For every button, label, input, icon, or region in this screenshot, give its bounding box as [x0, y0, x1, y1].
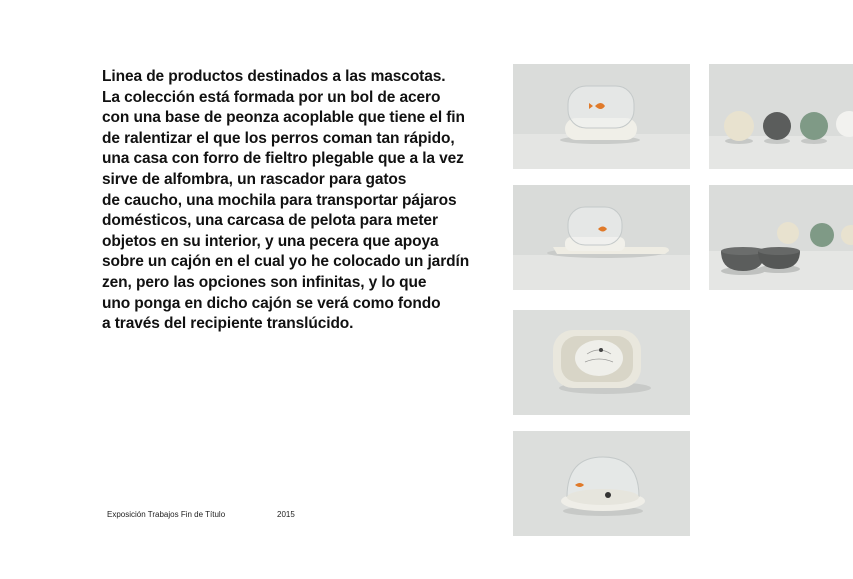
- project-description: [102, 67, 482, 335]
- description-line: zen, pero las opciones son infinitas, y lo que: [102, 273, 427, 291]
- description-line: a través del recipiente translúcido.: [102, 315, 354, 333]
- photo-fishbowl-tray: [513, 185, 690, 290]
- description-line: una casa con forro de fieltro plegable que a la vez: [102, 150, 464, 168]
- description-line: con una base de peonza acoplable que tiene el fin: [102, 109, 465, 127]
- photo-tray-top-view: [513, 310, 690, 415]
- description-line: Linea de productos destinados a las mascotas.: [102, 68, 446, 85]
- description-line: de caucho, una mochila para transportar pájaros: [102, 191, 457, 209]
- photo-balls-row: [709, 64, 853, 169]
- description-line: domésticos, una carcasa de pelota para meter: [102, 212, 438, 230]
- photo-fishbowl-angle: [513, 431, 690, 536]
- description-line: La colección está formada por un bol de acero: [102, 88, 441, 106]
- footer-exhibition-title: Exposición Trabajos Fin de Título: [107, 510, 226, 519]
- description-line: objetos en su interior, y una pecera que apoya: [102, 232, 439, 250]
- description-line: de ralentizar el que los perros coman tan rápido,: [102, 129, 455, 147]
- photo-fishbowl-front: [513, 64, 690, 169]
- description-line: sobre un cajón en el cual yo he colocado un jardín: [102, 253, 470, 271]
- footer-year: 2015: [277, 510, 295, 519]
- photo-balls-open: [709, 185, 853, 290]
- description-line: sirve de alfombra, un rascador para gatos: [102, 170, 407, 188]
- description-line: uno ponga en dicho cajón se verá como fondo: [102, 294, 441, 312]
